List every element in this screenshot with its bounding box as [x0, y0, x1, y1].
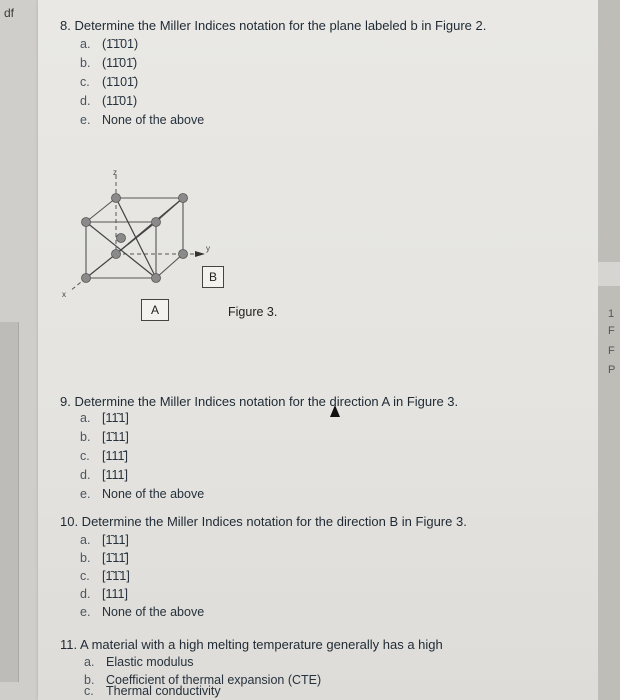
option-letter: e. [80, 113, 91, 127]
option-text: Coefficient of thermal expansion (CTE) [106, 673, 322, 687]
q9-option-a[interactable] [80, 411, 129, 425]
option-text: None of the above [102, 487, 205, 501]
question-11: 11. A material with a high melting temperature generally has a high [60, 637, 443, 652]
option-text: (1̄1̄01) [102, 37, 139, 51]
cube-edge [156, 254, 183, 278]
option-text: [1̄11] [102, 430, 129, 444]
q9-option-e[interactable] [80, 487, 204, 501]
q10-option-b[interactable] [80, 551, 129, 565]
right-edge-char-2: F [608, 325, 615, 337]
option-text: [1̄11] [102, 533, 129, 547]
option-letter: c. [80, 569, 90, 583]
y-arrowhead [195, 251, 205, 257]
figure-caption: Figure 3. [228, 305, 278, 319]
q11-option-a[interactable] [84, 655, 194, 669]
q10-option-c[interactable] [80, 569, 130, 583]
option-letter: a. [80, 37, 91, 51]
option-text: (11̄01) [102, 94, 138, 108]
option-text: [111] [102, 587, 128, 601]
option-text: None of the above [102, 605, 205, 619]
right-edge-char-4: P [608, 364, 616, 376]
option-letter: a. [80, 411, 91, 425]
option-letter: b. [80, 551, 91, 565]
q8-option-b[interactable] [80, 56, 137, 70]
lattice-atom [82, 218, 91, 227]
option-text: (11̄01̄) [102, 56, 138, 70]
option-text: [111̄] [102, 449, 128, 463]
lattice-atom [82, 274, 91, 283]
axis-label-x: x [62, 290, 66, 299]
q10-option-e[interactable] [80, 605, 204, 619]
q8-option-a[interactable] [80, 37, 138, 51]
lattice-atom [179, 250, 188, 259]
lattice-atom [152, 274, 161, 283]
option-letter: c. [84, 684, 94, 698]
option-letter: d. [80, 468, 91, 482]
option-letter: e. [80, 487, 91, 501]
left-tab-text: df [4, 6, 15, 20]
lattice-atom [152, 218, 161, 227]
q10-option-a[interactable] [80, 533, 129, 547]
right-edge-char-3: F [608, 345, 615, 357]
direction-line [116, 198, 183, 254]
q9-option-b[interactable] [80, 430, 129, 444]
option-letter: b. [80, 56, 91, 70]
right-edge-char-1: 1 [608, 308, 615, 320]
option-text: Thermal conductivity [106, 684, 221, 698]
q8-option-c[interactable] [80, 75, 138, 89]
left-panel-edge [0, 322, 19, 682]
option-letter: a. [84, 655, 95, 669]
option-letter: b. [80, 430, 91, 444]
option-letter: b. [84, 673, 95, 687]
option-text: (1̄101̄) [102, 75, 139, 89]
axis-label-z: z [113, 168, 117, 177]
option-text: [111] [102, 468, 128, 482]
option-text: None of the above [102, 113, 205, 127]
question-10: 10. Determine the Miller Indices notation for the direction B in Figure 3. [60, 514, 467, 529]
option-letter: c. [80, 449, 90, 463]
lattice-atom [179, 194, 188, 203]
option-letter: c. [80, 75, 90, 89]
option-letter: d. [80, 94, 91, 108]
option-text: [1̄1̄1] [102, 569, 130, 583]
q8-option-e[interactable] [80, 113, 204, 127]
q9-option-c[interactable] [80, 449, 128, 463]
option-letter: e. [80, 605, 91, 619]
lattice-atom [117, 234, 126, 243]
right-window-strip [598, 0, 620, 700]
right-tab[interactable] [598, 262, 620, 286]
mouse-pointer-icon [330, 405, 340, 417]
cube-edge [86, 198, 116, 222]
lattice-atom [112, 250, 121, 259]
option-text: Elastic modulus [106, 655, 194, 669]
left-window-strip [0, 0, 40, 700]
axis-label-y: y [206, 244, 210, 253]
option-letter: d. [80, 587, 91, 601]
figure-label-a: A [141, 299, 169, 321]
question-9: 9. Determine the Miller Indices notation for the direction A in Figure 3. [60, 394, 459, 409]
lattice-atom [112, 194, 121, 203]
q8-option-d[interactable] [80, 94, 137, 108]
option-text: [11̄1] [102, 411, 129, 425]
q10-option-d[interactable] [80, 587, 128, 601]
q11-option-c[interactable] [84, 684, 221, 698]
question-8: 8. Determine the Miller Indices notation for the plane labeled b in Figure 2. [60, 18, 487, 33]
figure-label-b: B [202, 266, 224, 288]
option-letter: a. [80, 533, 91, 547]
q9-option-d[interactable] [80, 468, 128, 482]
option-text: [1̄11̄] [102, 551, 129, 565]
